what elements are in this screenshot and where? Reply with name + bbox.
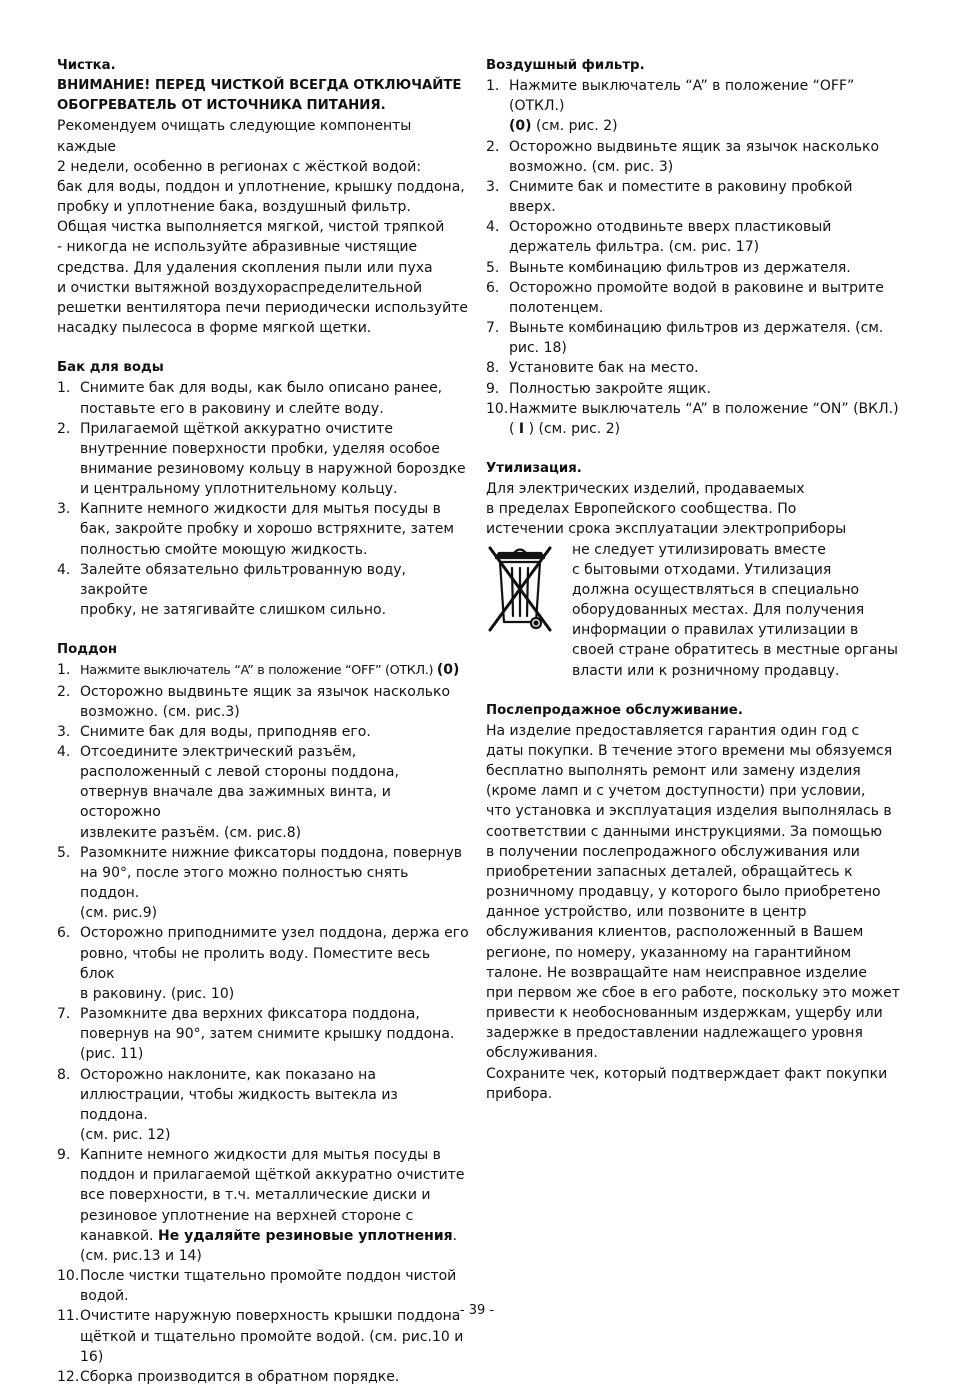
list-item-text: Нажмите выключатель “A” в положение “OFF” (ОТКЛ.) (0) (см. рис. 2) (509, 78, 855, 135)
off-symbol: (0) (509, 118, 532, 135)
list-item-number: 1. (57, 380, 71, 397)
list-item-number: 8. (486, 360, 500, 377)
text-line: обслуживания клиентов, расположенный в Вашем (486, 924, 864, 941)
text-line: привести к необоснованным издержкам, ущербу или (486, 1005, 883, 1022)
page-number: - 39 - (459, 1303, 495, 1318)
text-line: при первом же сбое в его работе, поскольку это может (486, 984, 900, 1001)
list-item (486, 76, 901, 136)
off-symbol: (0) (436, 662, 460, 679)
list-item (486, 137, 901, 177)
left-column (57, 56, 469, 1387)
list-item-text: Выньте комбинацию фильтров из держателя. (509, 259, 851, 276)
on-symbol: I (518, 420, 525, 437)
list-item (57, 722, 469, 742)
text-line: Рекомендуем очищать следующие компоненты каждые (57, 118, 412, 155)
list-item-number: 10. (486, 400, 509, 417)
list-item (486, 318, 901, 358)
text-line: насадку пылесоса в форме мягкой щетки. (57, 320, 372, 337)
right-column (486, 56, 901, 1104)
list-item-text: Капните немного жидкости для мытья посуды в бак, закройте пробку и хорошо встряхните, затем полностью смойте моющую жидкость. (80, 501, 454, 558)
text-line: талоне. Не возвращайте нам неисправное изделие (486, 964, 868, 981)
list-item-text: Установите бак на место. (509, 360, 699, 377)
list-item-number: 2. (486, 138, 500, 155)
cleaning-warning-line-2: ОБОГРЕВАТЕЛЬ ОТ ИСТОЧНИКА ПИТАНИЯ. (57, 98, 386, 114)
text-line: решетки вентилятора печи периодически используйте (57, 299, 468, 316)
list-item-number: 6. (486, 279, 500, 296)
list-item (57, 742, 469, 843)
list-item-number: 1. (57, 662, 71, 679)
list-item-text: Сборка производится в обратном порядке. (80, 1368, 400, 1385)
list-item-text: Осторожно отодвиньте вверх пластиковый держатель фильтра. (см. рис. 17) (509, 219, 832, 256)
list-item (486, 278, 901, 318)
list-item-number: 9. (486, 380, 500, 397)
list-item-text: Снимите бак и поместите в раковину пробкой вверх. (509, 178, 853, 216)
water-tank-steps (57, 378, 469, 620)
text-line: Сохраните чек, который подтверждает факт покупки (486, 1065, 888, 1082)
list-item (57, 560, 469, 620)
list-item-text: Очистите наружную поверхность крышки поддона щёткой и тщательно промойте водой. (см. рис.10 и 16) (80, 1308, 464, 1365)
list-item-text: Залейте обязательно фильтрованную воду, закройте пробку, не затягивайте слишком сильно. (80, 561, 406, 619)
list-item-number: 4. (57, 744, 71, 760)
text-line: в получении послепродажного обслуживания или (486, 843, 860, 860)
list-item-number: 10. (57, 1268, 80, 1285)
text-line: пробку и уплотнение бака, воздушный фильтр. (57, 199, 411, 216)
text-line: что установка и эксплуатация изделия выполнялась в (486, 803, 892, 820)
list-item-text: Нажмите выключатель “A” в положение “ON” (ВКЛ.) ( I ) (см. рис. 2) (509, 400, 899, 437)
list-item-text: Разомкните два верхних фиксатора поддона, повернув на 90°, затем снимите крышку поддона. (рис. 11) (80, 1006, 455, 1063)
list-item-number: 11. (57, 1308, 80, 1325)
text-line: даты покупки. В течение этого времени мы обязуемся (486, 743, 893, 759)
list-item-number: 3. (57, 723, 71, 740)
list-item (57, 419, 469, 500)
list-item-text: После чистки тщательно промойте поддон чистой водой. (80, 1268, 457, 1305)
text-line: - никогда не используйте абразивные чистящие (57, 239, 418, 256)
crossed-out-wheelie-bin-icon (486, 542, 554, 634)
list-item-text: Нажмите выключатель “A” в положение “OFF” (ОТКЛ.) (0) (80, 662, 460, 679)
text-line: приобретении запасных деталей, обращайтесь к (486, 863, 853, 880)
tray-steps-2-8 (57, 682, 469, 1146)
disposal-text-top: Для электрических изделий, продаваемых в пределах Европейского сообщества. По истечении срока эксплуатации электроприборы (486, 481, 847, 538)
list-item-text: Полностью закройте ящик. (509, 380, 711, 397)
list-item (57, 1266, 469, 1306)
list-item-number: 2. (57, 683, 71, 700)
list-item-text: Осторожно выдвиньте ящик за язычок насколько возможно. (см. рис. 3) (509, 138, 880, 175)
list-item (57, 378, 469, 418)
list-item (57, 660, 469, 681)
list-item-text: Отсоедините электрический разъём, расположенный с левой стороны поддона, отвернув вначале два зажимных винта, и осторожно извлеките разъём. (см. рис.8) (80, 744, 399, 841)
list-item (57, 1004, 469, 1064)
text-line: (кроме ламп и с учетом доступности) при условии, (486, 783, 866, 800)
after-sales-title: Послепродажное обслуживание. (486, 702, 743, 718)
list-item (57, 843, 469, 924)
list-item-text: Снимите бак для воды, как было описано ранее, поставьте его в раковину и слейте воду. (80, 380, 443, 417)
list-item (57, 1145, 469, 1266)
after-sales-text (486, 721, 901, 1104)
list-item (486, 358, 901, 378)
tray-steps-10-12 (57, 1266, 469, 1387)
list-item-text: Капните немного жидкости для мытья посуды в поддон и прилагаемой щёткой аккуратно очистите все поверхности, в т.ч. металлические диски и резиновое уплотнение на верхней стороне с канавкой. Не удаляйте резиновые уплотнения. (см. рис.13 и 14) (80, 1147, 465, 1264)
text-line: 2 недели, особенно в регионах с жёсткой водой: (57, 158, 422, 175)
list-item-number: 7. (57, 1006, 71, 1023)
list-item-number: 7. (486, 320, 500, 337)
list-item (57, 499, 469, 559)
list-item-number: 2. (57, 420, 71, 437)
text-line: Общая чистка выполняется мягкой, чистой тряпкой (57, 219, 445, 236)
text-line: прибора. (486, 1085, 553, 1102)
text-line: регионе, по номеру, указанному на гарантийном (486, 944, 852, 961)
list-item-text: Разомкните нижние фиксаторы поддона, повернув на 90°, после этого можно полностью снять поддон. (см. рис.9) (80, 844, 463, 922)
list-item-text: Прилагаемой щёткой аккуратно очистите внутренние поверхности пробки, уделяя особое внимание резиновому кольцу в наружной бороздке и центральному уплотнительному кольцу. (80, 420, 466, 498)
text-line: бак для воды, поддон и уплотнение, крышку поддона, (57, 178, 465, 195)
cleaning-title: Чистка. (57, 58, 116, 73)
text-line: обслуживания. (486, 1045, 598, 1062)
tray-steps (57, 660, 469, 681)
disposal-title: Утилизация. (486, 460, 582, 476)
list-item-text: Снимите бак для воды, приподняв его. (80, 723, 371, 740)
text-line: На изделие предоставляется гарантия один год с (486, 722, 860, 739)
list-item (486, 379, 901, 399)
list-item (486, 217, 901, 257)
disposal-text-side: не следует утилизировать вместе с бытовыми отходами. Утилизация должна осуществляться в специально оборудованных местах. Для получения информации о правилах утилизации в своей стране обратитесь в местные органы власти или к розничному продавцу. (572, 541, 898, 679)
list-item (57, 1065, 469, 1146)
bold-warning: Не удаляйте резиновые уплотнения (158, 1227, 453, 1244)
air-filter-step-1 (486, 76, 901, 136)
list-item-number: 12. (57, 1368, 80, 1385)
list-item-number: 5. (486, 259, 500, 276)
list-item (57, 923, 469, 1004)
list-item-text: Осторожно промойте водой в раковине и вытрите полотенцем. (509, 279, 884, 316)
air-filter-step-10 (486, 399, 901, 439)
text-line: задержке в предоставлении надлежащего уровня (486, 1025, 863, 1042)
list-item-number: 3. (486, 178, 500, 195)
text-line: бесплатно выполнять ремонт или замену изделия (486, 763, 861, 780)
tray-step-9 (57, 1145, 469, 1266)
list-item-text: Осторожно наклоните, как показано на иллюстрации, чтобы жидкость вытекла из поддона. (см. рис. 12) (80, 1066, 398, 1143)
text-line: данное устройство, или позвоните в центр (486, 904, 807, 921)
list-item-number: 3. (57, 501, 71, 518)
list-item-number: 8. (57, 1066, 71, 1083)
list-item (57, 1367, 469, 1387)
text-line: и очистки вытяжной воздухораспределительной (57, 279, 423, 296)
list-item-number: 4. (486, 219, 500, 236)
water-tank-title: Бак для воды (57, 360, 164, 376)
list-item (486, 258, 901, 278)
list-item-text: Осторожно приподнимите узел поддона, держа его ровно, чтобы не пролить воду. Поместите весь блок в раковину. (рис. 10) (80, 925, 469, 1002)
text-line: соответствии с данными инструкциями. За помощью (486, 823, 883, 840)
list-item-number: 4. (57, 561, 71, 578)
list-item-number: 9. (57, 1147, 71, 1164)
cleaning-intro (57, 116, 469, 338)
list-item-text: Осторожно выдвиньте ящик за язычок насколько возможно. (см. рис.3) (80, 683, 451, 720)
list-item-text: Выньте комбинацию фильтров из держателя. (см. рис. 18) (509, 320, 884, 357)
tray-title: Поддон (57, 642, 118, 658)
text-line: розничному продавцу, у которого было приобретено (486, 884, 881, 901)
list-item-number: 6. (57, 925, 71, 942)
list-item (486, 177, 901, 217)
cleaning-warning-line-1: ВНИМАНИЕ! ПЕРЕД ЧИСТКОЙ ВСЕГДА ОТКЛЮЧАЙТЕ (57, 78, 462, 94)
list-item-number: 1. (486, 78, 500, 95)
air-filter-steps-2-9 (486, 137, 901, 399)
list-item-number: 5. (57, 844, 71, 861)
disposal-block (486, 540, 901, 681)
list-item (486, 399, 901, 439)
air-filter-title: Воздушный фильтр. (486, 58, 645, 73)
text-line: средства. Для удаления скопления пыли или пуха (57, 259, 433, 276)
list-item (57, 682, 469, 722)
